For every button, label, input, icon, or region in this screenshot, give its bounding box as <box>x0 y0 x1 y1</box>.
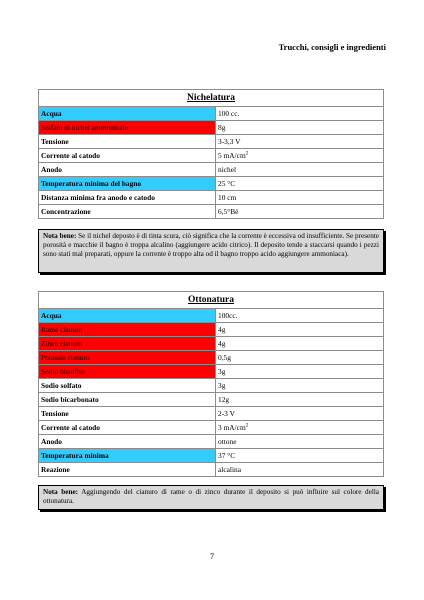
table-row <box>39 421 384 435</box>
row-label: Sodio bicarbonato <box>39 393 216 407</box>
row-value-text: 3-3,3 V <box>218 136 241 146</box>
row-value <box>216 135 384 149</box>
nichelatura-note-text: Se il nichel deposto è di tinta scura, ciò significa che la corrente è eccessiva od insufficiente. Se presente porosità e macchie il bagno è troppa alcalino (aggiungere acido citrico). Il deposito tende a staccarsi quando i pezzi sono stati mal preparati, oppure la corrente è troppo alta od il bagno troppo acido aggiungere ammoniaca). <box>43 232 379 259</box>
row-value <box>216 191 384 205</box>
row-value-text: 25 °C <box>218 178 236 188</box>
page-header: Trucchi, consigli e ingredienti <box>278 42 386 52</box>
row-value-text: nichel <box>218 164 237 174</box>
table-row <box>39 177 384 191</box>
row-value <box>216 163 384 177</box>
row-label: Acqua <box>39 309 216 323</box>
row-value <box>216 205 384 219</box>
row-label: Sodio solfato <box>39 379 216 393</box>
row-label: Acqua <box>39 107 216 121</box>
ottonatura-table <box>38 291 384 477</box>
row-label: Anodo <box>39 163 216 177</box>
row-label: Concentrazione <box>39 205 216 219</box>
row-value <box>216 463 384 477</box>
row-value <box>216 393 384 407</box>
row-value-text: alcalina <box>218 464 241 474</box>
row-label: Reazione <box>39 463 216 477</box>
row-label: Temperatura minima del bagno <box>39 177 216 191</box>
row-value <box>216 107 384 121</box>
row-value-text: 0,5g <box>218 352 231 362</box>
table-row <box>39 135 384 149</box>
row-value-text: 8g <box>218 122 226 132</box>
table-row <box>39 435 384 449</box>
table-row <box>39 163 384 177</box>
row-value <box>216 337 384 351</box>
table-row <box>39 107 384 121</box>
table-row <box>39 337 384 351</box>
row-value-text: 3g <box>218 366 226 376</box>
table-row <box>39 365 384 379</box>
nichelatura-table <box>38 89 384 219</box>
row-label: Potassio cianuro <box>39 351 216 365</box>
row-value-text: 4g <box>218 338 226 348</box>
row-value-text: 2-3 V <box>218 408 235 418</box>
row-value <box>216 177 384 191</box>
row-label: Distanza minima fra anodo e catodo <box>39 191 216 205</box>
row-value-text: 4g <box>218 324 226 334</box>
row-label: Rame cianuro <box>39 323 216 337</box>
row-value <box>216 149 384 163</box>
row-value-text: 6,5°Bè <box>218 206 239 216</box>
ottonatura-title: Ottonatura <box>39 292 384 309</box>
ottonatura-note <box>38 485 384 510</box>
table-row <box>39 407 384 421</box>
ottonatura-note-text: Aggiungendo del cianuro di rame o di zinco durante il deposito si può influire sul colore della ottonatura. <box>43 488 380 506</box>
row-value <box>216 121 384 135</box>
row-label: Sodio bisolfito <box>39 365 216 379</box>
table-row <box>39 351 384 365</box>
table-row <box>39 149 384 163</box>
nichelatura-title: Nichelatura <box>39 90 384 107</box>
table-row <box>39 393 384 407</box>
row-value-text: 37 °C <box>218 450 236 460</box>
row-value-text: 100 cc. <box>218 108 240 118</box>
table-row <box>39 449 384 463</box>
table-row <box>39 463 384 477</box>
row-value <box>216 421 384 435</box>
table-row <box>39 191 384 205</box>
table-row <box>39 379 384 393</box>
row-label: Zinco cianuro <box>39 337 216 351</box>
page-number: 7 <box>209 551 215 561</box>
unit-exponent: 2 <box>245 151 249 157</box>
row-value <box>216 365 384 379</box>
row-value <box>216 435 384 449</box>
row-value <box>216 323 384 337</box>
row-value-text: 5 mA/cm <box>218 150 246 160</box>
row-value-text: ottone <box>218 436 237 446</box>
row-label: Solfato di nichel ammonicale <box>39 121 216 135</box>
row-label: Corrente al catodo <box>39 421 216 435</box>
row-label: Anodo <box>39 435 216 449</box>
row-value <box>216 351 384 365</box>
row-label: Temperatura minima <box>39 449 216 463</box>
table-row <box>39 121 384 135</box>
row-value-text: 3 mA/cm <box>218 422 246 432</box>
table-row <box>39 323 384 337</box>
nichelatura-note <box>38 229 384 273</box>
row-label: Tensione <box>39 135 216 149</box>
unit-exponent: 2 <box>245 423 249 429</box>
row-value <box>216 449 384 463</box>
row-value <box>216 309 384 323</box>
row-value-text: 12g <box>218 394 230 404</box>
row-label: Tensione <box>39 407 216 421</box>
nichelatura-note-label: Nota bene: <box>43 232 77 240</box>
row-value-text: 10 cm <box>218 192 237 202</box>
table-row <box>39 205 384 219</box>
table-row <box>39 309 384 323</box>
row-value-text: 3g <box>218 380 226 390</box>
row-value <box>216 407 384 421</box>
row-value <box>216 379 384 393</box>
row-value-text: 100cc. <box>218 310 238 320</box>
row-label: Corrente al catodo <box>39 149 216 163</box>
ottonatura-note-label: Nota bene: <box>43 488 79 496</box>
